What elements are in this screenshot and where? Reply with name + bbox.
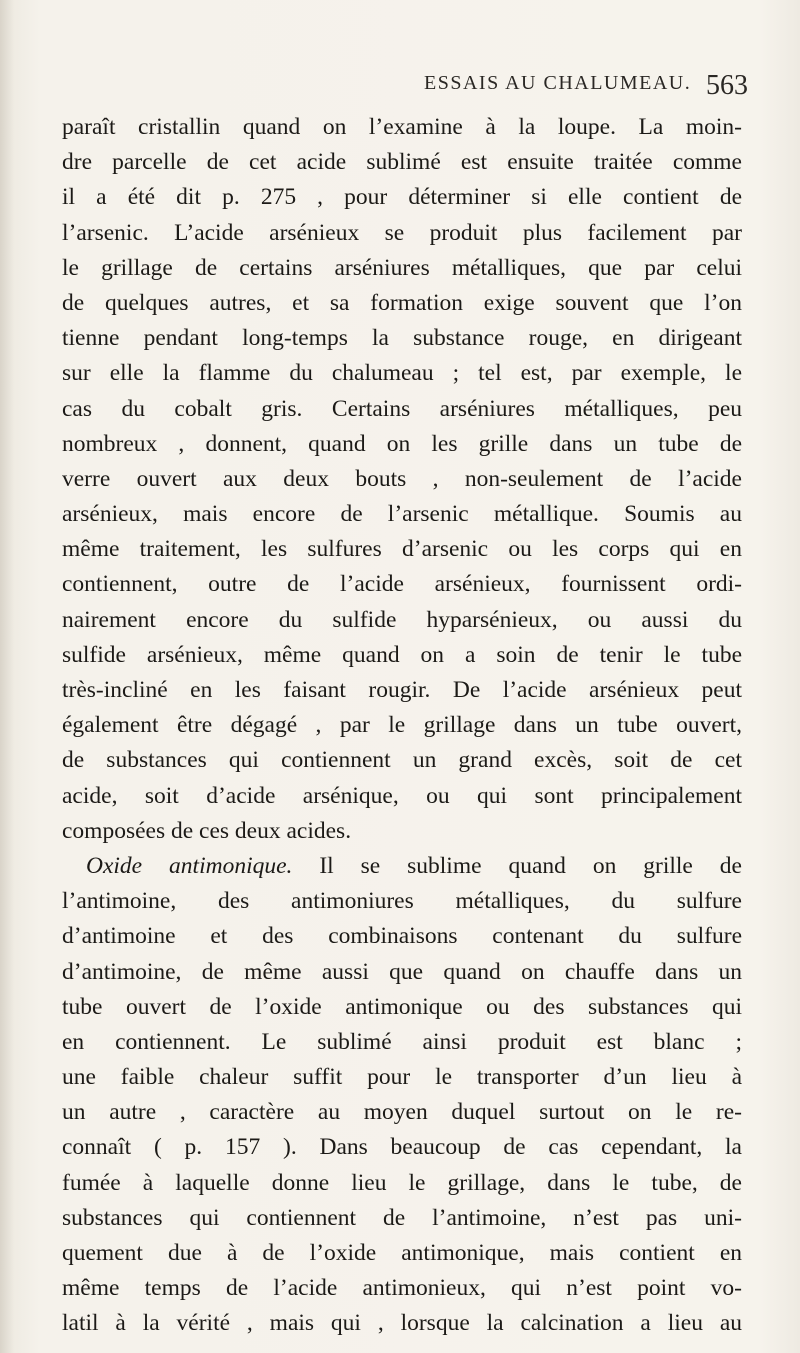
text-line: dre parcelle de cet acide sublimé est ensuite traitée comme xyxy=(62,149,742,176)
text-line: acide, soit d’acide arsénique, ou qui sont principalement xyxy=(62,782,742,809)
text-line: tienne pendant long-temps la substance rouge, en dirigeant xyxy=(62,325,742,352)
text-line: composées de ces deux acides. xyxy=(62,817,352,844)
text-line: verre ouvert aux deux bouts , non-seulement de l’acide xyxy=(62,465,742,492)
text-line: connaît ( p. 157 ). Dans beaucoup de cas cependant, la xyxy=(62,1134,742,1161)
text-line: tube ouvert de l’oxide antimonique ou des substances qui xyxy=(62,993,742,1020)
page-header xyxy=(0,70,800,106)
running-head: ESSAIS AU CHALUMEAU. xyxy=(424,72,692,94)
text-line: un autre , caractère au moyen duquel surtout on le re- xyxy=(62,1099,742,1126)
text-line: sur elle la flamme du chalumeau ; tel est, par exemple, le xyxy=(62,360,742,387)
section-heading: Oxide antimonique. xyxy=(86,852,293,879)
page-edge-shadow xyxy=(0,0,14,1353)
text-line: fumée à laquelle donne lieu le grillage, dans le tube, de xyxy=(62,1169,742,1196)
paragraph-first-line xyxy=(62,849,742,884)
text-line: cas du cobalt gris. Certains arséniures métalliques, peu xyxy=(62,395,742,422)
text-line: très-incliné en les faisant rougir. De l’acide arsénieux peut xyxy=(62,677,742,703)
text-line: en contiennent. Le sublimé ainsi produit est blanc ; xyxy=(62,1028,742,1055)
body-text xyxy=(62,110,742,1342)
text-line: arsénieux, mais encore de l’arsenic métallique. Soumis au xyxy=(62,501,742,528)
text-line: substances qui contiennent de l’antimoine, n’est pas uni- xyxy=(62,1204,742,1231)
text-line: également être dégagé , par le grillage dans un tube ouvert, xyxy=(62,712,742,739)
text-line: nombreux , donnent, quand on les grille dans un tube de xyxy=(62,430,742,457)
text-line: d’antimoine et des combinaisons contenant du sulfure xyxy=(62,923,742,950)
text-line: même traitement, les sulfures d’arsenic ou les corps qui en xyxy=(62,536,742,563)
text-fragment: Il se sublime quand on grille de xyxy=(292,852,742,879)
text-line: latil à la vérité , mais qui , lorsque la calcination a lieu au xyxy=(62,1310,742,1337)
text-line: d’antimoine, de même aussi que quand on chauffe dans un xyxy=(62,958,742,985)
text-line: il a été dit p. 275 , pour déterminer si elle contient de xyxy=(62,184,742,211)
text-line: le grillage de certains arséniures métalliques, que par celui xyxy=(62,254,742,281)
text-line: de quelques autres, et sa formation exige souvent que l’on xyxy=(62,289,742,316)
text-line: contiennent, outre de l’acide arsénieux, fournissent ordi- xyxy=(62,571,742,598)
text-line: quement due à de l’oxide antimonique, mais contient en xyxy=(62,1240,742,1266)
text-line: l’arsenic. L’acide arsénieux se produit plus facilement par xyxy=(62,219,742,246)
text-line: même temps de l’acide antimonieux, qui n’est point vo- xyxy=(62,1275,742,1302)
text-line: l’antimoine, des antimoniures métalliques, du sulfure xyxy=(62,888,742,915)
text-line: de substances qui contiennent un grand excès, soit de cet xyxy=(62,747,742,774)
page-number: 563 xyxy=(706,70,748,101)
text-line: sulfide arsénieux, même quand on a soin de tenir le tube xyxy=(62,641,742,668)
text-line: paraît cristallin quand on l’examine à la loupe. La moin- xyxy=(62,114,742,140)
text-line: une faible chaleur suffit pour le transporter d’un lieu à xyxy=(62,1064,742,1091)
text-line: nairement encore du sulfide hyparsénieux, ou aussi du xyxy=(62,606,742,633)
